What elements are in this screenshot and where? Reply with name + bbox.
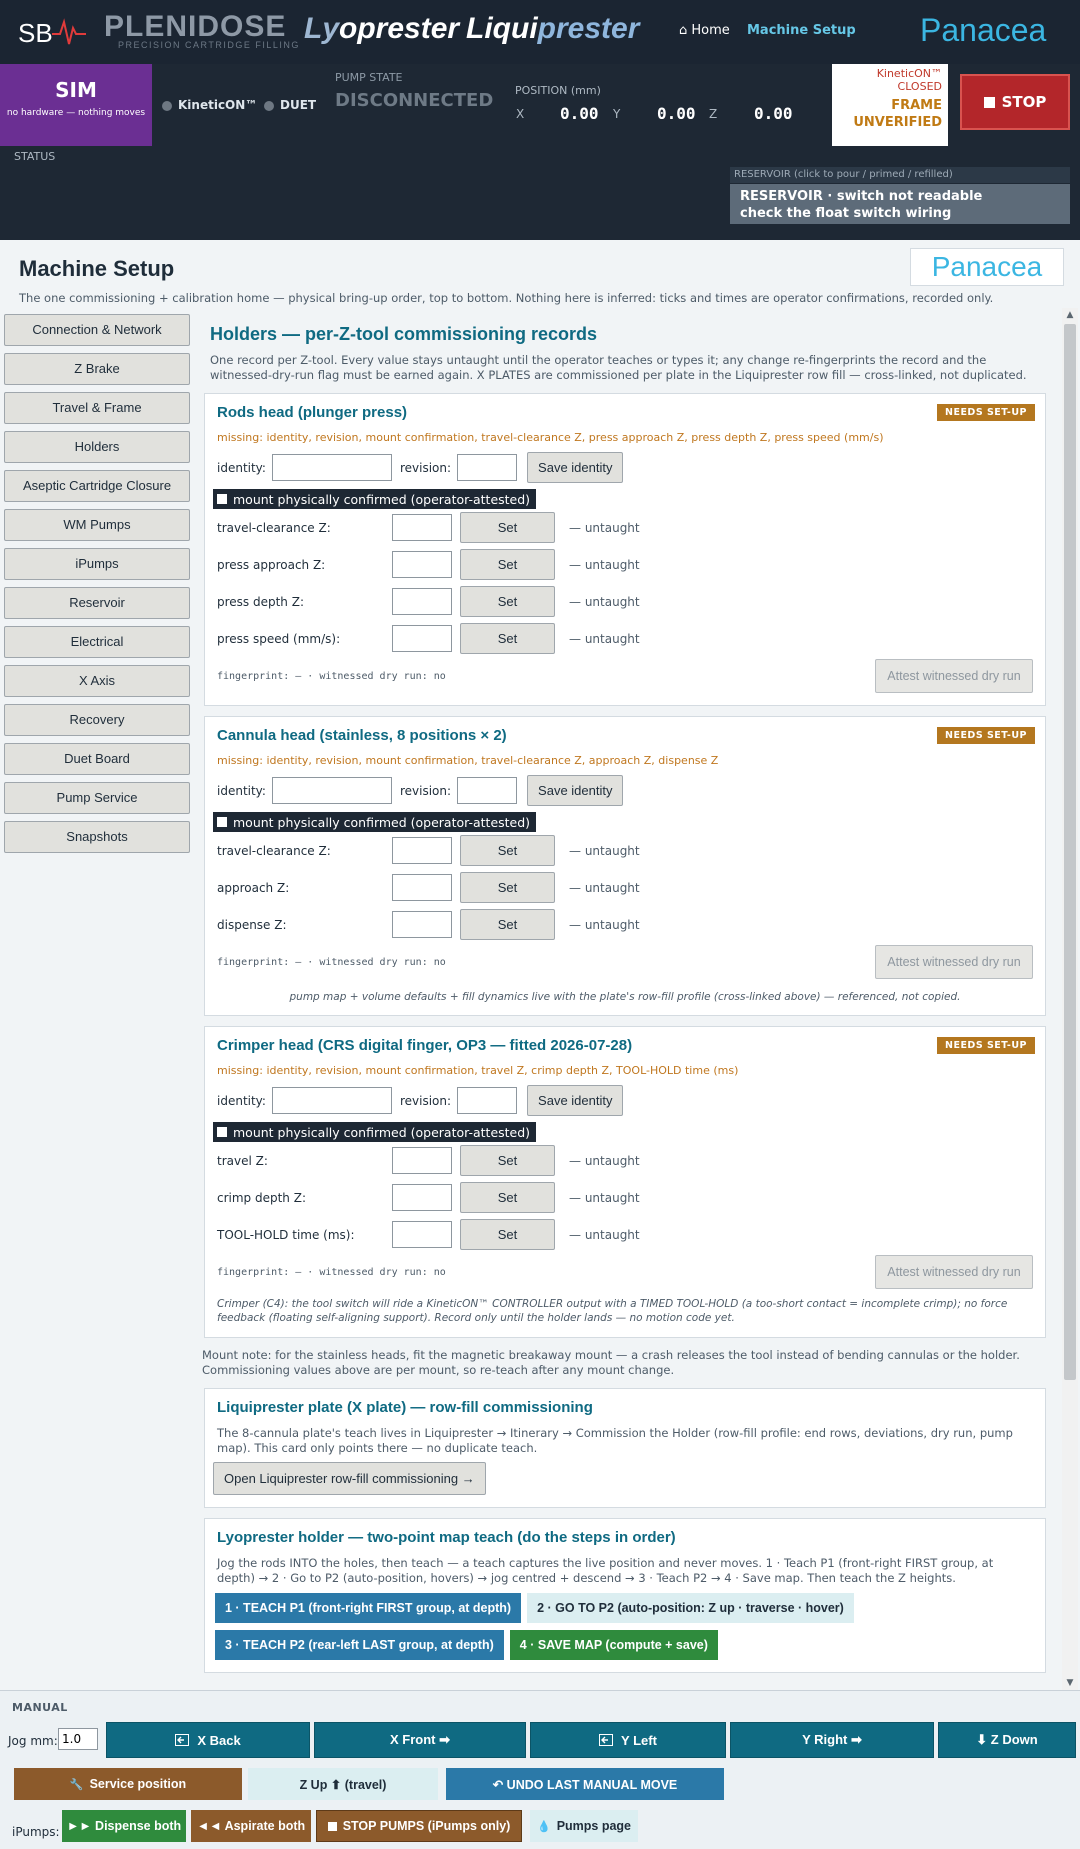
rods-press-approach-row xyxy=(217,546,1033,583)
droplet-icon: 💧 xyxy=(536,1820,551,1833)
field-label: press depth Z: xyxy=(217,594,304,609)
rods-head-title: Rods head (plunger press) xyxy=(217,404,408,421)
sim-title: SIM xyxy=(55,78,97,102)
rods-press-depth-set-button[interactable]: Set xyxy=(460,586,555,617)
dispense-both-button[interactable]: ►► Dispense both xyxy=(62,1810,186,1842)
panacea-logo: Panacea xyxy=(920,12,1047,48)
mount-label: mount physically confirmed (operator-attested) xyxy=(233,491,531,507)
rods-press-approach-input[interactable] xyxy=(392,551,452,578)
checkbox-icon xyxy=(217,817,227,827)
untaught-status: — untaught xyxy=(569,843,640,858)
lyoprester-holder-card xyxy=(204,1518,1046,1673)
liquiprester-plate-desc: The 8-cannula plate's teach lives in Liquiprester → Itinerary → Commission the Holder (row-fill profile: end rows, deviations, dry run, pump map). This card only points there — no duplicate teach. xyxy=(217,1426,1013,1455)
untaught-status: — untaught xyxy=(569,557,640,572)
crimper-missing-list: missing: identity, revision, mount confirmation, travel Z, crimp depth Z, TOOL-HOLD time (ms) xyxy=(217,1064,739,1077)
plenidose-logo: PLENIDOSE xyxy=(104,10,287,43)
aspirate-both-button[interactable]: ◄◄ Aspirate both xyxy=(191,1810,311,1842)
liquiprester-plate-card xyxy=(204,1388,1046,1508)
untaught-status: — untaught xyxy=(569,631,640,646)
kinetic-state: KineticON™ CLOSED xyxy=(876,67,942,93)
top-bar xyxy=(0,0,1080,64)
page-brand-logo: Panacea xyxy=(910,248,1064,286)
cannula-approach-set-button[interactable]: Set xyxy=(460,872,555,903)
scroll-down-arrow-icon[interactable]: ▼ xyxy=(1066,1678,1074,1688)
liquiprester-logo-part-a: L xyxy=(466,12,485,45)
nav-home-link[interactable]: ⌂ Home xyxy=(679,23,730,38)
jog-mm-label: Jog mm: xyxy=(8,1734,58,1748)
crimper-crimp-depth-input[interactable] xyxy=(392,1184,452,1211)
x-back-button[interactable] xyxy=(106,1722,310,1758)
arrow-left-box-icon xyxy=(175,1734,189,1746)
fingerprint-text: fingerprint: — · witnessed dry run: no xyxy=(217,956,446,968)
crimper-needs-setup-badge: NEEDS SET-UP xyxy=(937,1037,1035,1054)
liquiprester-logo-part-c: prester xyxy=(537,12,640,45)
cannula-head-card xyxy=(204,716,1046,1016)
teach-steps-row-2 xyxy=(215,1630,1033,1660)
rods-press-approach-set-button[interactable]: Set xyxy=(460,549,555,580)
field-label: travel Z: xyxy=(217,1153,268,1168)
undo-manual-move-button[interactable]: ↶ UNDO LAST MANUAL MOVE xyxy=(446,1768,724,1800)
stop-square-icon xyxy=(984,97,995,108)
teach-steps-row-1 xyxy=(215,1593,1033,1623)
main-content xyxy=(198,308,1056,1690)
sidebar-item-travel-frame[interactable]: Travel & Frame xyxy=(4,392,190,424)
crimper-attest-dry-run-button[interactable]: Attest witnessed dry run xyxy=(875,1255,1033,1289)
cannula-dispense-input[interactable] xyxy=(392,911,452,938)
crimper-crimp-depth-row xyxy=(217,1179,1033,1216)
field-label: travel-clearance Z: xyxy=(217,843,331,858)
y-left-button[interactable] xyxy=(530,1722,726,1758)
sb-logo-text: SB xyxy=(18,18,53,48)
y-right-button[interactable] xyxy=(730,1722,934,1758)
crimper-identity-input[interactable] xyxy=(272,1087,392,1114)
untaught-status: — untaught xyxy=(569,1227,640,1242)
sidebar xyxy=(4,314,190,860)
sidebar-item-x-axis[interactable]: X Axis xyxy=(4,665,190,697)
x-front-button[interactable] xyxy=(314,1722,526,1758)
kinetic-status-led xyxy=(162,101,172,111)
rods-press-depth-row xyxy=(217,583,1033,620)
cannula-approach-row xyxy=(217,869,1033,906)
identity-label: identity: xyxy=(217,460,266,475)
scroll-thumb[interactable] xyxy=(1064,324,1076,1380)
frame-state-line1: FRAME xyxy=(891,98,942,113)
service-position-button[interactable] xyxy=(14,1768,242,1800)
field-label: crimp depth Z: xyxy=(217,1190,306,1205)
cannula-needs-setup-badge: NEEDS SET-UP xyxy=(937,727,1035,744)
crimper-revision-input[interactable] xyxy=(457,1087,517,1114)
sidebar-item-electrical[interactable]: Electrical xyxy=(4,626,190,658)
y-position-value: 0.00 xyxy=(657,104,696,123)
reservoir-status-box[interactable] xyxy=(730,184,1070,224)
rods-press-speed-row xyxy=(217,620,1033,657)
save-map-button[interactable]: 4 · SAVE MAP (compute + save) xyxy=(510,1630,718,1660)
rods-travel-clearance-set-button[interactable]: Set xyxy=(460,512,555,543)
reservoir-line2: check the float switch wiring xyxy=(740,206,952,221)
cannula-fingerprint-row xyxy=(217,945,1033,979)
rods-identity-row xyxy=(217,452,1033,483)
sidebar-item-connection-network[interactable]: Connection & Network xyxy=(4,314,190,346)
crimper-note: Crimper (C4): the tool switch will ride a KineticON™ CONTROLLER output with a TIMED TOOL-HOLD (a too-short contact = incomplete crimp); no force feedback (floating self-aligning support). Record only until the holder lands — no motion code yet. xyxy=(217,1298,1008,1324)
y-left-label: Y Left xyxy=(621,1732,657,1748)
fingerprint-text: fingerprint: — · witnessed dry run: no xyxy=(217,1266,446,1278)
crimper-tool-hold-set-button[interactable]: Set xyxy=(460,1219,555,1250)
nav-machine-setup-link[interactable]: Machine Setup xyxy=(747,23,856,38)
rods-press-speed-input[interactable] xyxy=(392,625,452,652)
z-position-value: 0.00 xyxy=(754,104,793,123)
page-title: Machine Setup xyxy=(19,256,175,281)
field-label: travel-clearance Z: xyxy=(217,520,331,535)
crimper-save-identity-button[interactable]: Save identity xyxy=(527,1085,623,1116)
stop-label: STOP xyxy=(1001,93,1047,111)
sidebar-item-recovery[interactable]: Recovery xyxy=(4,704,190,736)
identity-label: identity: xyxy=(217,783,266,798)
crimper-tool-hold-input[interactable] xyxy=(392,1221,452,1248)
crimper-head-card xyxy=(204,1026,1046,1338)
sidebar-item-duet-board[interactable]: Duet Board xyxy=(4,743,190,775)
cannula-dispense-row xyxy=(217,906,1033,943)
emergency-stop-button[interactable] xyxy=(960,74,1070,130)
stop-square-icon xyxy=(328,1822,337,1831)
holders-section-title: Holders — per-Z-tool commissioning records xyxy=(210,324,598,344)
z-axis-label: Z xyxy=(709,107,718,121)
field-label: approach Z: xyxy=(217,880,290,895)
sidebar-item-aseptic-closure[interactable]: Aseptic Cartridge Closure xyxy=(4,470,190,502)
lyoprester-holder-desc: Jog the rods INTO the holes, then teach — a teach captures the live position and never moves. 1 · Teach P1 (front-right FIRST group, at depth) → 2 · Go to P2 (auto-position, hovers) → jog centred + descend → 3 · Teach P2 → 4 · Save map. Then teach the Z heights. xyxy=(217,1556,994,1585)
untaught-status: — untaught xyxy=(569,880,640,895)
status-label: STATUS xyxy=(14,150,56,163)
checkbox-icon xyxy=(217,1127,227,1137)
mount-note: Mount note: for the stainless heads, fit the magnetic breakaway mount — a crash releases the tool instead of bending cannulas or the holder. Commissioning values above are per mount, so re-teach after any mount change. xyxy=(202,1348,1020,1377)
lyoprester-logo-part-a: Ly xyxy=(304,12,340,45)
sidebar-item-holders[interactable]: Holders xyxy=(4,431,190,463)
cannula-attest-dry-run-button[interactable]: Attest witnessed dry run xyxy=(875,945,1033,979)
y-axis-label: Y xyxy=(613,107,621,121)
cannula-travel-clearance-row xyxy=(217,832,1033,869)
cannula-revision-input[interactable] xyxy=(457,777,517,804)
fingerprint-text: fingerprint: — · witnessed dry run: no xyxy=(217,670,446,682)
lyoprester-logo xyxy=(304,12,459,46)
lyoprester-logo-part-c: prester xyxy=(357,12,460,45)
z-up-travel-button[interactable]: Z Up ⬆ (travel) xyxy=(248,1768,438,1800)
liquiprester-logo xyxy=(466,12,639,46)
rods-travel-clearance-row xyxy=(217,509,1033,546)
open-row-fill-button[interactable]: Open Liquiprester row-fill commissioning → xyxy=(213,1462,486,1495)
duet-status-led xyxy=(264,101,274,111)
manual-label: MANUAL xyxy=(12,1701,68,1714)
rods-head-card xyxy=(204,393,1046,706)
mount-label: mount physically confirmed (operator-attested) xyxy=(233,814,531,830)
reservoir-header[interactable]: RESERVOIR (click to pour / primed / refilled) xyxy=(730,167,1070,183)
frame-status-box xyxy=(832,64,948,146)
cannula-missing-list: missing: identity, revision, mount confirmation, travel-clearance Z, approach Z, dispense Z xyxy=(217,754,719,767)
crimper-fingerprint-row xyxy=(217,1255,1033,1289)
lyoprester-logo-part-b: o xyxy=(339,12,358,45)
cannula-save-identity-button[interactable]: Save identity xyxy=(527,775,623,806)
rods-mount-confirm-checkbox[interactable] xyxy=(213,489,536,509)
cannula-travel-clearance-set-button[interactable]: Set xyxy=(460,835,555,866)
cannula-head-title: Cannula head (stainless, 8 positions × 2) xyxy=(217,727,507,744)
checkbox-icon xyxy=(217,494,227,504)
rods-save-identity-button[interactable]: Save identity xyxy=(527,452,623,483)
rods-press-speed-set-button[interactable]: Set xyxy=(460,623,555,654)
plenidose-tagline: PRECISION CARTRIDGE FILLING xyxy=(118,40,300,50)
cannula-mount-confirm-checkbox[interactable] xyxy=(213,812,536,832)
ipumps-label: iPumps: xyxy=(12,1825,60,1839)
teach-p2-button[interactable]: 3 · TEACH P2 (rear-left LAST group, at depth) xyxy=(215,1630,504,1660)
revision-label: revision: xyxy=(399,460,452,475)
untaught-status: — untaught xyxy=(569,917,640,932)
x-axis-label: X xyxy=(516,107,525,121)
pump-state-label: PUMP STATE xyxy=(335,71,403,84)
liquiprester-plate-title: Liquiprester plate (X plate) — row-fill commissioning xyxy=(217,1399,593,1416)
identity-label: identity: xyxy=(217,1093,266,1108)
crimper-identity-row xyxy=(217,1085,1033,1116)
sim-subtitle: no hardware — nothing moves xyxy=(6,108,146,118)
cannula-crosslink-note: pump map + volume defaults + fill dynamics live with the plate's row-fill profile (cross-linked above) — referenced, not copied. xyxy=(289,991,961,1003)
crimper-crimp-depth-set-button[interactable]: Set xyxy=(460,1182,555,1213)
crimper-travel-input[interactable] xyxy=(392,1147,452,1174)
reservoir-line1: RESERVOIR · switch not readable xyxy=(740,189,983,204)
lyoprester-holder-title: Lyoprester holder — two-point map teach (do the steps in order) xyxy=(217,1529,676,1546)
pumps-page-button[interactable] xyxy=(530,1810,638,1842)
rods-revision-input[interactable] xyxy=(457,454,517,481)
wrench-icon: 🔧 xyxy=(69,1778,84,1791)
rods-missing-list: missing: identity, revision, mount confirmation, travel-clearance Z, press approach Z, press depth Z, press speed (mm/s) xyxy=(217,431,884,444)
z-down-label: ⬇ Z Down xyxy=(976,1732,1038,1747)
pump-state-value: DISCONNECTED xyxy=(335,90,494,111)
revision-label: revision: xyxy=(399,1093,452,1108)
teach-p1-button[interactable]: 1 · TEACH P1 (front-right FIRST group, at depth) xyxy=(215,1593,521,1623)
x-front-label: X Front ➡ xyxy=(390,1732,450,1747)
untaught-status: — untaught xyxy=(569,594,640,609)
z-down-button[interactable] xyxy=(938,1722,1076,1758)
stop-pumps-button[interactable] xyxy=(316,1810,522,1842)
cannula-dispense-set-button[interactable]: Set xyxy=(460,909,555,940)
crimper-head-title: Crimper head (CRS digital finger, OP3 — fitted 2026-07-28) xyxy=(217,1037,633,1054)
go-to-p2-button[interactable]: 2 · GO TO P2 (auto-position: Z up · traverse · hover) xyxy=(527,1593,854,1623)
stop-pumps-label: STOP PUMPS (iPumps only) xyxy=(342,1819,511,1833)
position-label: POSITION (mm) xyxy=(515,84,601,97)
untaught-status: — untaught xyxy=(569,1153,640,1168)
main-scrollbar[interactable] xyxy=(1062,308,1078,1690)
sidebar-item-pump-service[interactable]: Pump Service xyxy=(4,782,190,814)
cannula-approach-input[interactable] xyxy=(392,874,452,901)
y-right-label: Y Right ➡ xyxy=(802,1732,862,1747)
field-label: press approach Z: xyxy=(217,557,326,572)
rods-identity-input[interactable] xyxy=(272,454,392,481)
holders-section-desc: One record per Z-tool. Every value stays untaught until the operator teaches or types it; any change re-fingerprints the record and the witnessed-dry-run flag must be earned again. X PLATES are commissioned per plate in the Liquiprester row fill — cross-linked, not duplicated. xyxy=(210,353,1027,382)
cannula-travel-clearance-input[interactable] xyxy=(392,837,452,864)
revision-label: revision: xyxy=(399,783,452,798)
rods-press-depth-input[interactable] xyxy=(392,588,452,615)
jog-mm-input[interactable] xyxy=(58,1728,98,1750)
sidebar-item-ipumps[interactable]: iPumps xyxy=(4,548,190,580)
sidebar-item-wm-pumps[interactable]: WM Pumps xyxy=(4,509,190,541)
crimper-travel-row xyxy=(217,1142,1033,1179)
sim-mode-badge xyxy=(0,64,152,146)
cannula-identity-row xyxy=(217,775,1033,806)
sidebar-item-snapshots[interactable]: Snapshots xyxy=(4,821,190,853)
scroll-up-arrow-icon[interactable]: ▲ xyxy=(1066,310,1074,320)
kinetic-status-label: KineticON™ xyxy=(178,98,258,112)
rods-needs-setup-badge: NEEDS SET-UP xyxy=(937,404,1035,421)
field-label: dispense Z: xyxy=(217,917,287,932)
crimper-tool-hold-row xyxy=(217,1216,1033,1253)
field-label: press speed (mm/s): xyxy=(217,631,341,646)
field-label: TOOL-HOLD time (ms): xyxy=(217,1227,355,1242)
crimper-mount-confirm-checkbox[interactable] xyxy=(213,1122,536,1142)
rods-fingerprint-row xyxy=(217,659,1033,693)
arrow-left-box-icon xyxy=(599,1734,613,1746)
liquiprester-logo-part-b: iqui xyxy=(484,12,538,45)
manual-control-panel xyxy=(0,1690,1080,1849)
sidebar-item-z-brake[interactable]: Z Brake xyxy=(4,353,190,385)
sidebar-item-reservoir[interactable]: Reservoir xyxy=(4,587,190,619)
mount-label: mount physically confirmed (operator-attested) xyxy=(233,1124,531,1140)
page-subtitle: The one commissioning + calibration home — physical bring-up order, top to bottom. Nothing here is inferred: ticks and times are operator confirmations, recorded only. xyxy=(19,291,994,305)
status-strip xyxy=(0,64,1080,240)
x-back-label: X Back xyxy=(197,1732,241,1748)
frame-state-line2: UNVERIFIED xyxy=(853,115,942,130)
rods-travel-clearance-input[interactable] xyxy=(392,514,452,541)
x-position-value: 0.00 xyxy=(560,104,599,123)
rods-attest-dry-run-button[interactable]: Attest witnessed dry run xyxy=(875,659,1033,693)
duet-status-label: DUET xyxy=(280,98,317,112)
untaught-status: — untaught xyxy=(569,520,640,535)
service-position-label: Service position xyxy=(89,1777,187,1791)
untaught-status: — untaught xyxy=(569,1190,640,1205)
cannula-identity-input[interactable] xyxy=(272,777,392,804)
pumps-page-label: Pumps page xyxy=(556,1819,632,1833)
sb-logo xyxy=(18,14,88,50)
crimper-travel-set-button[interactable]: Set xyxy=(460,1145,555,1176)
